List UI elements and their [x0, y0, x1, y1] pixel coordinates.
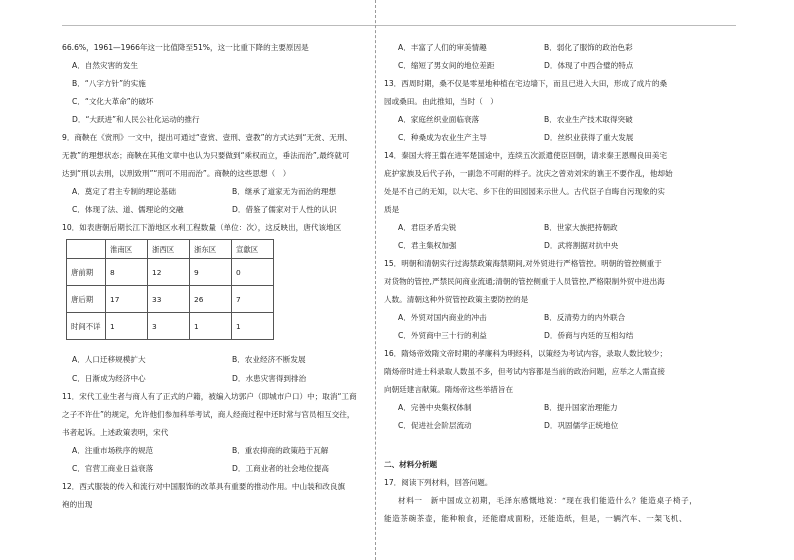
q11-stem-line3: 书者起诉。上述政策表明，宋代 — [62, 428, 169, 437]
q12-stem-line2: 袍的出现 — [62, 500, 93, 509]
q14-option-c: C．君主集权加强 — [398, 241, 457, 250]
table-cell: 1 — [190, 313, 232, 340]
table-cell: 0 — [232, 259, 274, 286]
table-cell: 8 — [106, 259, 148, 286]
q9-stem-line1: 9．商鞅在《赏刑》一文中，提出可通过“壹赏、壹刑、壹教”的方式达到“无赏、无刑、 — [62, 133, 353, 142]
q13-option-a: A．家庭丝织业面临衰落 — [398, 115, 480, 124]
q15-option-a: A．外贸对国内商业的冲击 — [398, 313, 487, 322]
table-header-cell — [67, 240, 106, 259]
q15-stem-line3: 人数。清朝这种外贸管控政策主要防控的是 — [384, 295, 529, 304]
q11-option-b: B．重农抑商的政策趋于瓦解 — [232, 446, 329, 455]
q15-stem-line2: 对货物的管控,严禁民间商业流通;清朝的管控侧重于人员管控,严格限制外贸中进出海 — [384, 277, 665, 286]
table-header-cell: 浙东区 — [190, 240, 232, 259]
section-heading: 二、材料分析题 — [384, 460, 438, 469]
table-cell: 时间不详 — [67, 313, 106, 340]
q8-option-c: C．“文化大革命”的破坏 — [72, 97, 154, 106]
q17-stem: 17．阅读下列材料，回答问题。 — [384, 478, 493, 487]
q10-option-a: A．人口迁移规模扩大 — [72, 355, 146, 364]
q14-option-a: A．君臣矛盾尖锐 — [398, 223, 457, 232]
q11-option-a: A．注重市场秩序的规范 — [72, 446, 154, 455]
q9-option-d: D．借鉴了儒家对于人性的认识 — [232, 205, 337, 214]
q14-stem-line4: 质是 — [384, 205, 400, 214]
q14-stem-line1: 14．秦国大将王翦在进军楚国途中，连续五次派遣使臣回朝，请求秦王恩赐良田美宅 — [384, 151, 668, 160]
q16-option-a: A．完善中央集权体制 — [398, 403, 472, 412]
q8-option-d: D．“大跃进”和人民公社化运动的推行 — [72, 115, 200, 124]
q13-option-d: D．丝织业获得了重大发展 — [544, 133, 634, 142]
table-cell: 26 — [190, 286, 232, 313]
table-header-row — [67, 240, 274, 259]
q14-stem-line3: 处是不自己的无知，以大宅、乡下住的田园园来示世人。古代臣子自晦自污现象的实 — [384, 187, 665, 196]
q12-option-a: A．丰富了人们的审美情趣 — [398, 43, 487, 52]
q10-option-d: D．水患灾害得到排治 — [232, 374, 307, 383]
q15-option-b: B．反清势力的内外联合 — [544, 313, 626, 322]
q8-stem: 66.6%，1961—1966年这一比值降至51%，这一比重下降的主要原因是 — [62, 43, 309, 52]
q11-option-d: D．工商业者的社会地位提高 — [232, 464, 329, 473]
table-row — [67, 313, 274, 340]
left-column — [62, 0, 368, 560]
q9-option-b: B．继承了道家无为而治的理想 — [232, 187, 336, 196]
right-column — [384, 0, 736, 560]
q12-option-d: D．体现了中西合璧的特点 — [544, 61, 634, 70]
q15-stem-line1: 15．明朝和清朝实行过海禁政策海禁期间,对外贸进行严格管控。明朝的管控侧重于 — [384, 259, 662, 268]
table-cell: 1 — [232, 313, 274, 340]
q9-stem-line2: 无教”的理想状态；商鞅在其他文章中也认为只要做到“乘权而立，垂法而治”,最终就可 — [62, 151, 350, 160]
table-cell: 17 — [106, 286, 148, 313]
q16-option-b: B．提升国家治理能力 — [544, 403, 618, 412]
column-divider — [375, 0, 376, 560]
q10-stem: 10．如表唐朝后期长江下游地区水利工程数量（单位：次），这反映出，唐代该地区 — [62, 223, 342, 232]
table-cell: 9 — [190, 259, 232, 286]
q14-option-b: B．世家大族把持朝政 — [544, 223, 618, 232]
q10-option-c: C．日渐成为经济中心 — [72, 374, 146, 383]
q9-stem-line3: 达到“刑以去刑，以刑致刑”“刑可不用而治”。商鞅的这些思想（ ） — [62, 169, 291, 178]
q15-option-c: C．外贸商中三十行的利益 — [398, 331, 487, 340]
q12-option-c: C．缩短了男女间的地位差距 — [398, 61, 495, 70]
table-cell: 7 — [232, 286, 274, 313]
q9-option-c: C．体现了法、道、儒理论的交融 — [72, 205, 184, 214]
material-line1: 材料一 新中国成立初期，毛泽东感慨地说：“现在我们能造什么？能造桌子椅子， — [398, 496, 698, 505]
q13-stem-line1: 13．西周时期，桑不仅是零星地种植在宅边墙下，而且已进入大田，形成了成片的桑 — [384, 79, 668, 88]
q13-stem-line2: 园或桑田。由此推知，当时（ ） — [384, 97, 498, 106]
table-cell: 唐后期 — [67, 286, 106, 313]
q15-option-d: D．侨商与内廷的互相勾结 — [544, 331, 634, 340]
table-cell: 33 — [148, 286, 190, 313]
q16-option-c: C．促进社会阶层流动 — [398, 421, 472, 430]
table-header-cell: 淮南区 — [106, 240, 148, 259]
q13-option-b: B．农业生产技术取得突破 — [544, 115, 633, 124]
q11-stem-line2: 之子不许仕”的规定，允许他们参加科举考试，商人经商过程中还时常与官员相互交往， — [62, 410, 355, 419]
q12-stem-line1: 12．西式服装的传入和流行对中国服饰的改革具有重要的推动作用。中山装和改良旗 — [62, 482, 346, 491]
q8-option-b: B．“八字方针”的实施 — [72, 79, 146, 88]
q9-option-a: A．奠定了君主专制的理论基础 — [72, 187, 176, 196]
q10-option-b: B．农业经济不断发展 — [232, 355, 306, 364]
q14-stem-line2: 庇护家族及后代子孙，一副急不可耐的样子。沈庆之曾劝刘宋的谯王不要作乱，他却始 — [384, 169, 673, 178]
q16-stem-line1: 16．隋炀帝效隋文帝时期的孝廉科为明经科，以策经为考试内容，录取人数比较少； — [384, 349, 668, 358]
q11-stem-line1: 11．宋代工业生者与商人有了正式的户籍，被编入坊郭户（即城市户口）中；取消“工商 — [62, 392, 357, 401]
q14-option-d: D．武将割据对抗中央 — [544, 241, 619, 250]
table-row — [67, 286, 274, 313]
material-line2: 能造茶碗茶壶，能种粮食，还能磨成面粉，还能造纸，但是，一辆汽车、一架飞机、 — [384, 514, 688, 523]
table-row — [67, 259, 274, 286]
q11-option-c: C．官营工商业日益衰落 — [72, 464, 154, 473]
q16-option-d: D．巩固儒学正统地位 — [544, 421, 619, 430]
table-cell: 唐前期 — [67, 259, 106, 286]
table-cell: 3 — [148, 313, 190, 340]
q10-table — [66, 239, 274, 340]
q16-stem-line3: 向朝廷建言献策。隋炀帝这些举措旨在 — [384, 385, 514, 394]
q16-stem-line2: 隋炀帝时进士科录取人数虽不多，但考试内容都是当前的政治问题，应举之人需直接 — [384, 367, 665, 376]
q13-option-c: C．种桑成为农业生产主导 — [398, 133, 487, 142]
table-cell: 12 — [148, 259, 190, 286]
table-header-cell: 浙西区 — [148, 240, 190, 259]
q12-option-b: B．弱化了服饰的政治色彩 — [544, 43, 633, 52]
table-header-cell: 宣歙区 — [232, 240, 274, 259]
table-cell: 1 — [106, 313, 148, 340]
q8-option-a: A．自然灾害的发生 — [72, 61, 138, 70]
